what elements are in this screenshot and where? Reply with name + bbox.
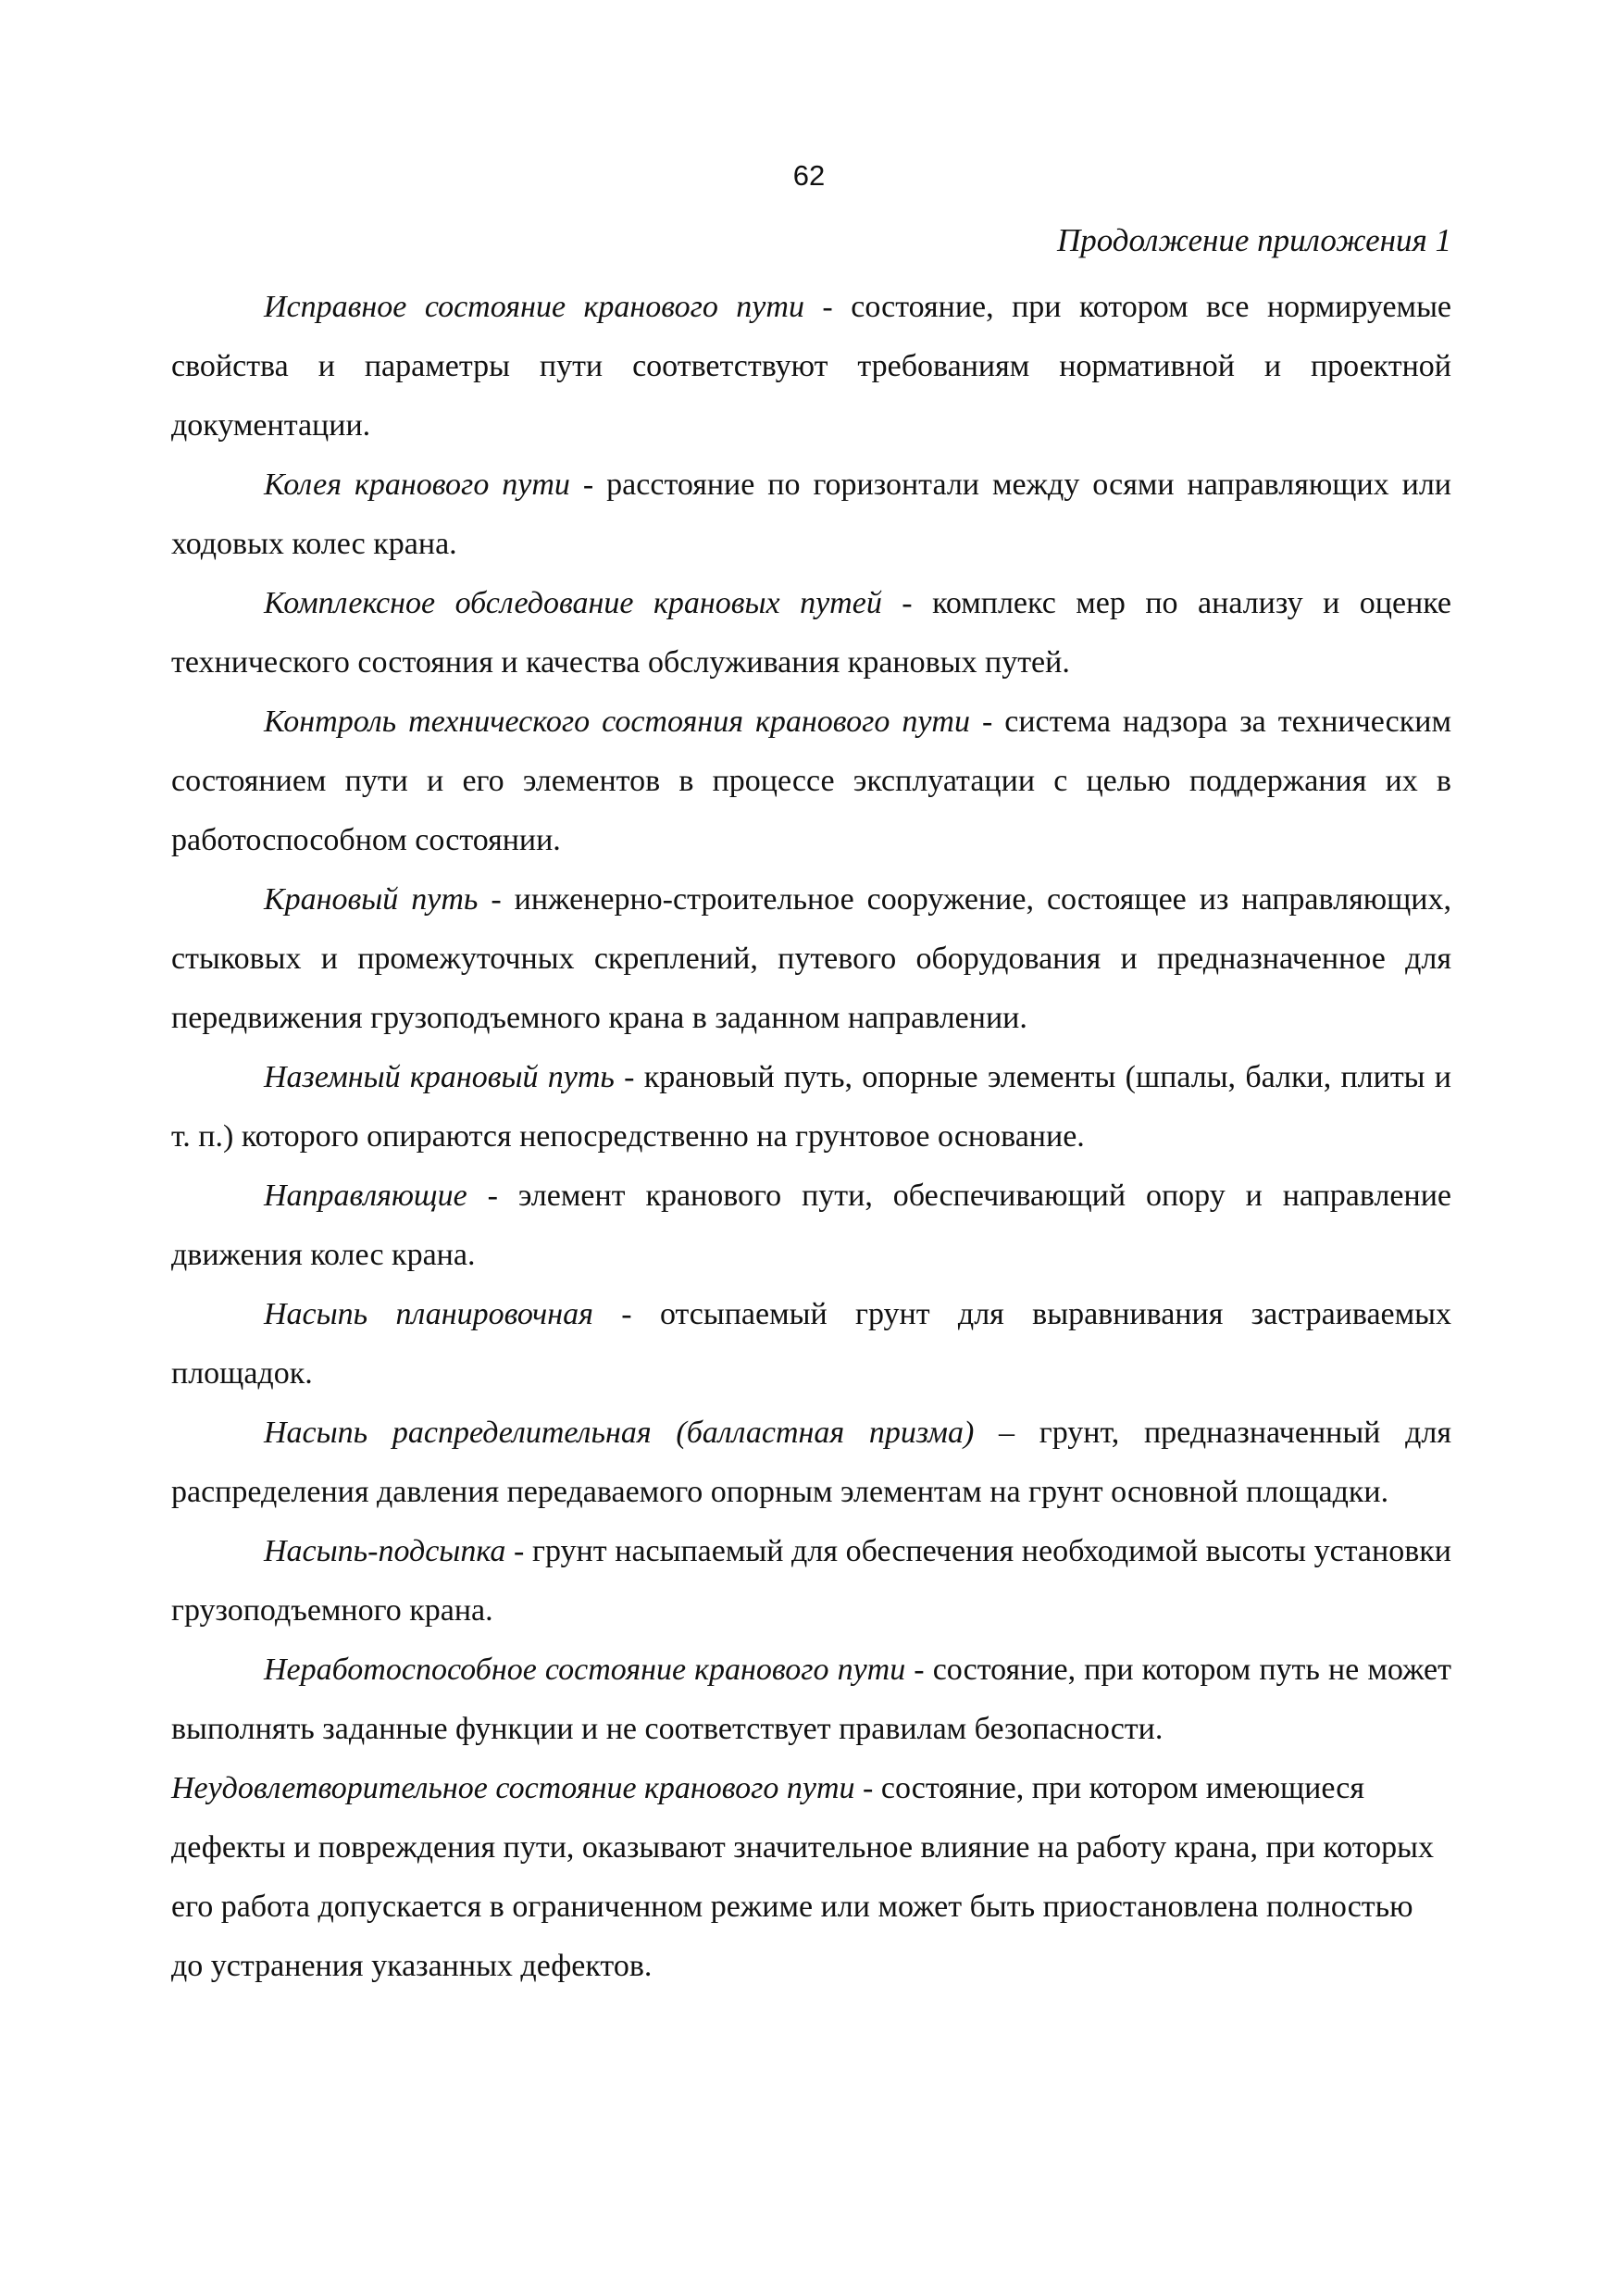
definition-entry: [171, 278, 1451, 455]
appendix-continuation-note: Продолжение приложения 1: [1056, 222, 1451, 258]
term: Комплексное обследование крановых путей: [264, 586, 882, 620]
definition-entry: [171, 693, 1451, 870]
definition-entry: [171, 1048, 1451, 1167]
definition: - состояние, при котором имеющиеся дефекты и повреждения пути, оказывают значительное влияние на работу крана, при которых его работа допускается в ограниченном режиме или может быть приостановлена полностью до устранения указанных дефектов.: [171, 1771, 1434, 1983]
definition: - состояние, при котором все нормируемые свойства и параметры пути соответствуют требованиям нормативной и проектной документации.: [171, 290, 1452, 443]
definition-entry: [171, 1641, 1451, 1759]
term: Направляющие: [264, 1179, 467, 1213]
term: Контроль технического состояния кранового пути: [264, 705, 970, 739]
term: Насыпь планировочная: [264, 1297, 593, 1331]
definition: - отсыпаемый грунт для выравнивания застраиваемых площадок.: [171, 1297, 1451, 1391]
definition-entry: [171, 870, 1451, 1048]
definition: – грунт, предназначенный для распределения давления передаваемого опорным элементам на грунт основной площадки.: [171, 1416, 1451, 1509]
term: Неработоспособное состояние кранового пути: [264, 1653, 906, 1687]
definitions-list: [171, 278, 1451, 1996]
page-number: 62: [792, 159, 826, 192]
definition: - комплекс мер по анализу и оценке технического состояния и качества обслуживания крановых путей.: [171, 586, 1451, 680]
definition-entry: [171, 1404, 1451, 1522]
definition-entry: [171, 455, 1451, 574]
definition: - инженерно-строительное сооружение, состоящее из направляющих, стыковых и промежуточных скреплений, путевого оборудования и предназначенное для передвижения грузоподъемного крана в заданном направлении.: [171, 882, 1451, 1035]
definition-entry: [171, 574, 1451, 693]
term: Наземный крановый путь: [264, 1060, 615, 1094]
definition: - состояние, при котором путь не может выполнять заданные функции и не соответствует правилам безопасности.: [171, 1653, 1451, 1746]
term: Неудовлетворительное состояние кранового пути: [171, 1771, 855, 1805]
definition: - расстояние по горизонтали между осями направляющих или ходовых колес крана.: [171, 468, 1451, 561]
term: Насыпь распределительная (балластная призма): [264, 1416, 975, 1450]
term: Насыпь-подсыпка: [264, 1534, 506, 1568]
definition: - грунт насыпаемый для обеспечения необходимой высоты установки грузоподъемного крана.: [171, 1534, 1451, 1628]
definition: - элемент кранового пути, обеспечивающий опору и направление движения колес крана.: [171, 1179, 1451, 1272]
term: Крановый путь: [264, 882, 479, 917]
term: Исправное состояние кранового пути: [264, 290, 804, 324]
term: Колея кранового пути: [264, 468, 570, 502]
definition-entry: [171, 1759, 1451, 1996]
definition: - крановый путь, опорные элементы (шпалы, балки, плиты и т. п.) которого опираются непосредственно на грунтовое основание.: [171, 1060, 1451, 1154]
definition-entry: [171, 1522, 1451, 1641]
definition: - система надзора за техническим состоянием пути и его элементов в процессе эксплуатации с целью поддержания их в работоспособном состоянии.: [171, 705, 1451, 857]
definition-entry: [171, 1285, 1451, 1404]
definition-entry: [171, 1167, 1451, 1285]
